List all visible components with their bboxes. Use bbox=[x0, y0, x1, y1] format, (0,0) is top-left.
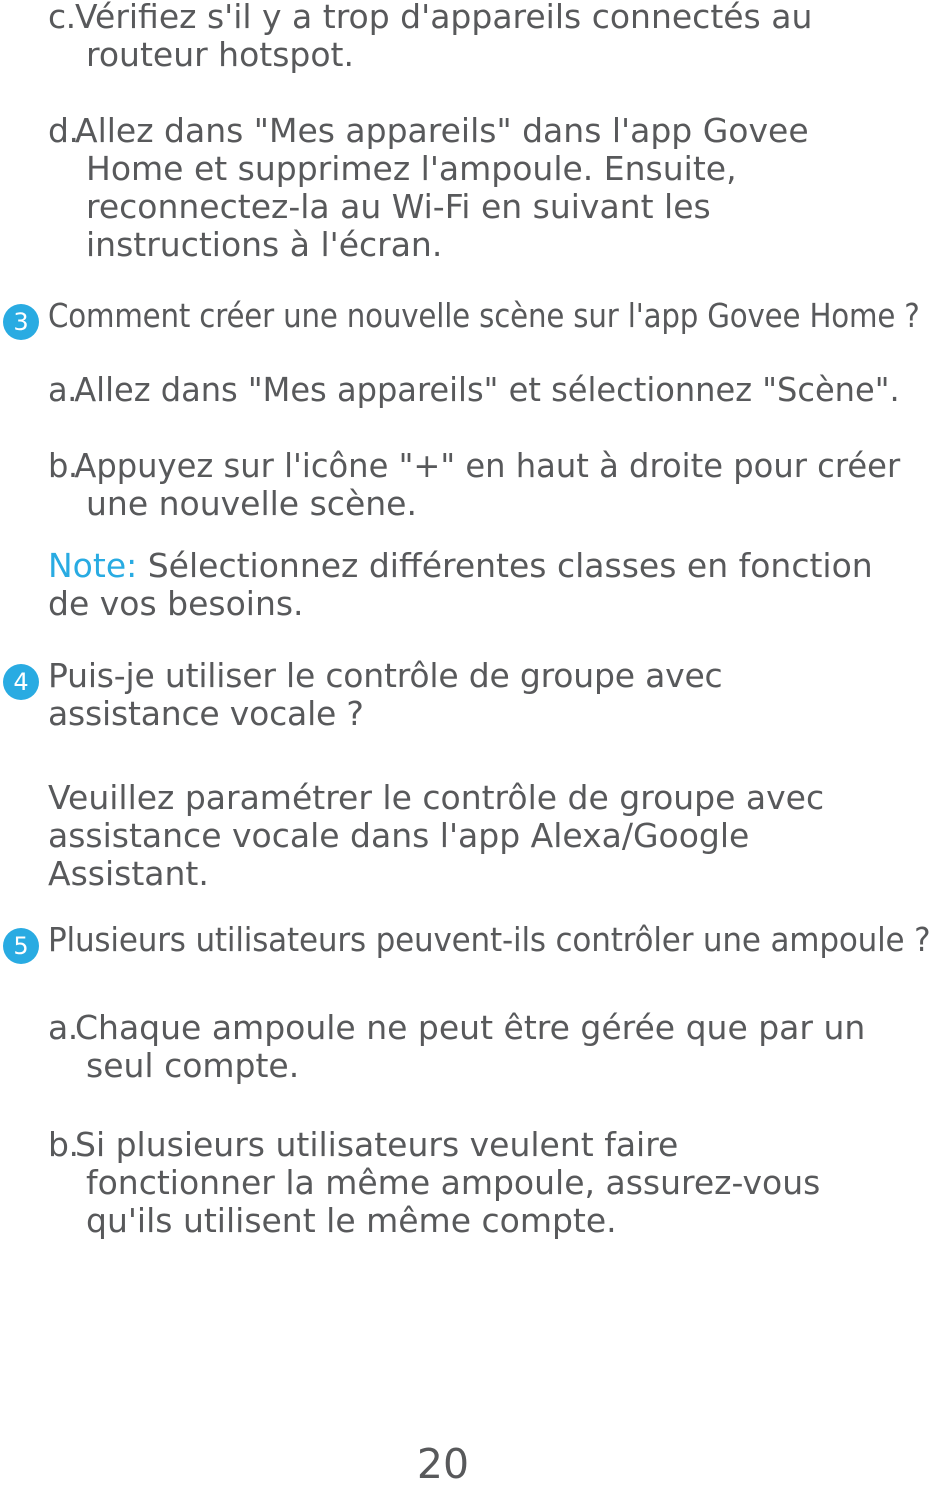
list-label: a. bbox=[48, 370, 77, 409]
answer-line: reconnectez-la au Wi-Fi en suivant les bbox=[86, 187, 711, 226]
question-number-badge: 5 bbox=[3, 928, 39, 964]
answer-line: Veuillez paramétrer le contrôle de groupe avec bbox=[48, 778, 825, 817]
answer-item-d bbox=[48, 112, 809, 264]
q3-step-a bbox=[48, 371, 925, 409]
q3-step-b bbox=[48, 447, 922, 523]
question-text: Puis-je utiliser le contrôle de groupe avec bbox=[48, 656, 723, 695]
note-block bbox=[48, 547, 873, 623]
note-label: Note: bbox=[48, 546, 138, 585]
answer-line bbox=[48, 371, 900, 409]
list-label: d. bbox=[48, 111, 79, 150]
list-label: b. bbox=[48, 1125, 79, 1164]
answer-line: instructions à l'écran. bbox=[86, 225, 443, 264]
note-line bbox=[48, 547, 873, 585]
answer-item-c bbox=[48, 0, 812, 74]
answer-text: Vérifiez s'il y a trop d'appareils connectés au bbox=[75, 0, 813, 36]
answer-line bbox=[48, 112, 809, 150]
answer-line bbox=[48, 0, 812, 36]
faq-question-3 bbox=[13, 296, 932, 336]
answer-line: seul compte. bbox=[86, 1046, 300, 1085]
answer-line: assistance vocale dans l'app Alexa/Google bbox=[48, 816, 750, 855]
question-text: assistance vocale ? bbox=[48, 694, 364, 733]
answer-text: Allez dans "Mes appareils" et sélectionnez "Scène". bbox=[74, 370, 900, 409]
answer-line bbox=[48, 447, 900, 485]
answer-line: routeur hotspot. bbox=[86, 35, 354, 74]
answer-text: Chaque ampoule ne peut être gérée que par un bbox=[75, 1008, 866, 1047]
answer-line bbox=[48, 1009, 865, 1047]
answer-text: Appuyez sur l'icône "+" en haut à droite pour créer bbox=[74, 446, 901, 485]
question-text: Comment créer une nouvelle scène sur l'app Govee Home ? bbox=[48, 296, 920, 335]
q5-step-a bbox=[48, 1009, 865, 1085]
faq-question-4 bbox=[13, 656, 723, 733]
answer-line bbox=[48, 1126, 820, 1164]
answer-text: Si plusieurs utilisateurs veulent faire bbox=[75, 1125, 679, 1164]
page-number: 20 bbox=[416, 1440, 470, 1488]
answer-line: Assistant. bbox=[48, 854, 209, 893]
list-label: b. bbox=[48, 446, 78, 485]
q4-answer bbox=[48, 779, 824, 893]
question-number-badge: 4 bbox=[3, 664, 39, 700]
answer-line: qu'ils utilisent le même compte. bbox=[86, 1201, 617, 1240]
question-text: Plusieurs utilisateurs peuvent-ils contrôler une ampoule ? bbox=[48, 920, 931, 959]
faq-question-5 bbox=[13, 920, 932, 960]
list-label: c. bbox=[48, 0, 76, 36]
note-text: Sélectionnez différentes classes en fonction bbox=[137, 546, 873, 585]
answer-line: fonctionner la même ampoule, assurez-vous bbox=[86, 1163, 821, 1202]
question-number-badge: 3 bbox=[3, 304, 39, 340]
note-line: de vos besoins. bbox=[48, 584, 304, 623]
q5-step-b bbox=[48, 1126, 820, 1240]
answer-line: une nouvelle scène. bbox=[86, 484, 417, 523]
answer-line: Home et supprimez l'ampoule. Ensuite, bbox=[86, 149, 737, 188]
list-label: a. bbox=[48, 1008, 78, 1047]
answer-text: Allez dans "Mes appareils" dans l'app Govee bbox=[75, 111, 809, 150]
